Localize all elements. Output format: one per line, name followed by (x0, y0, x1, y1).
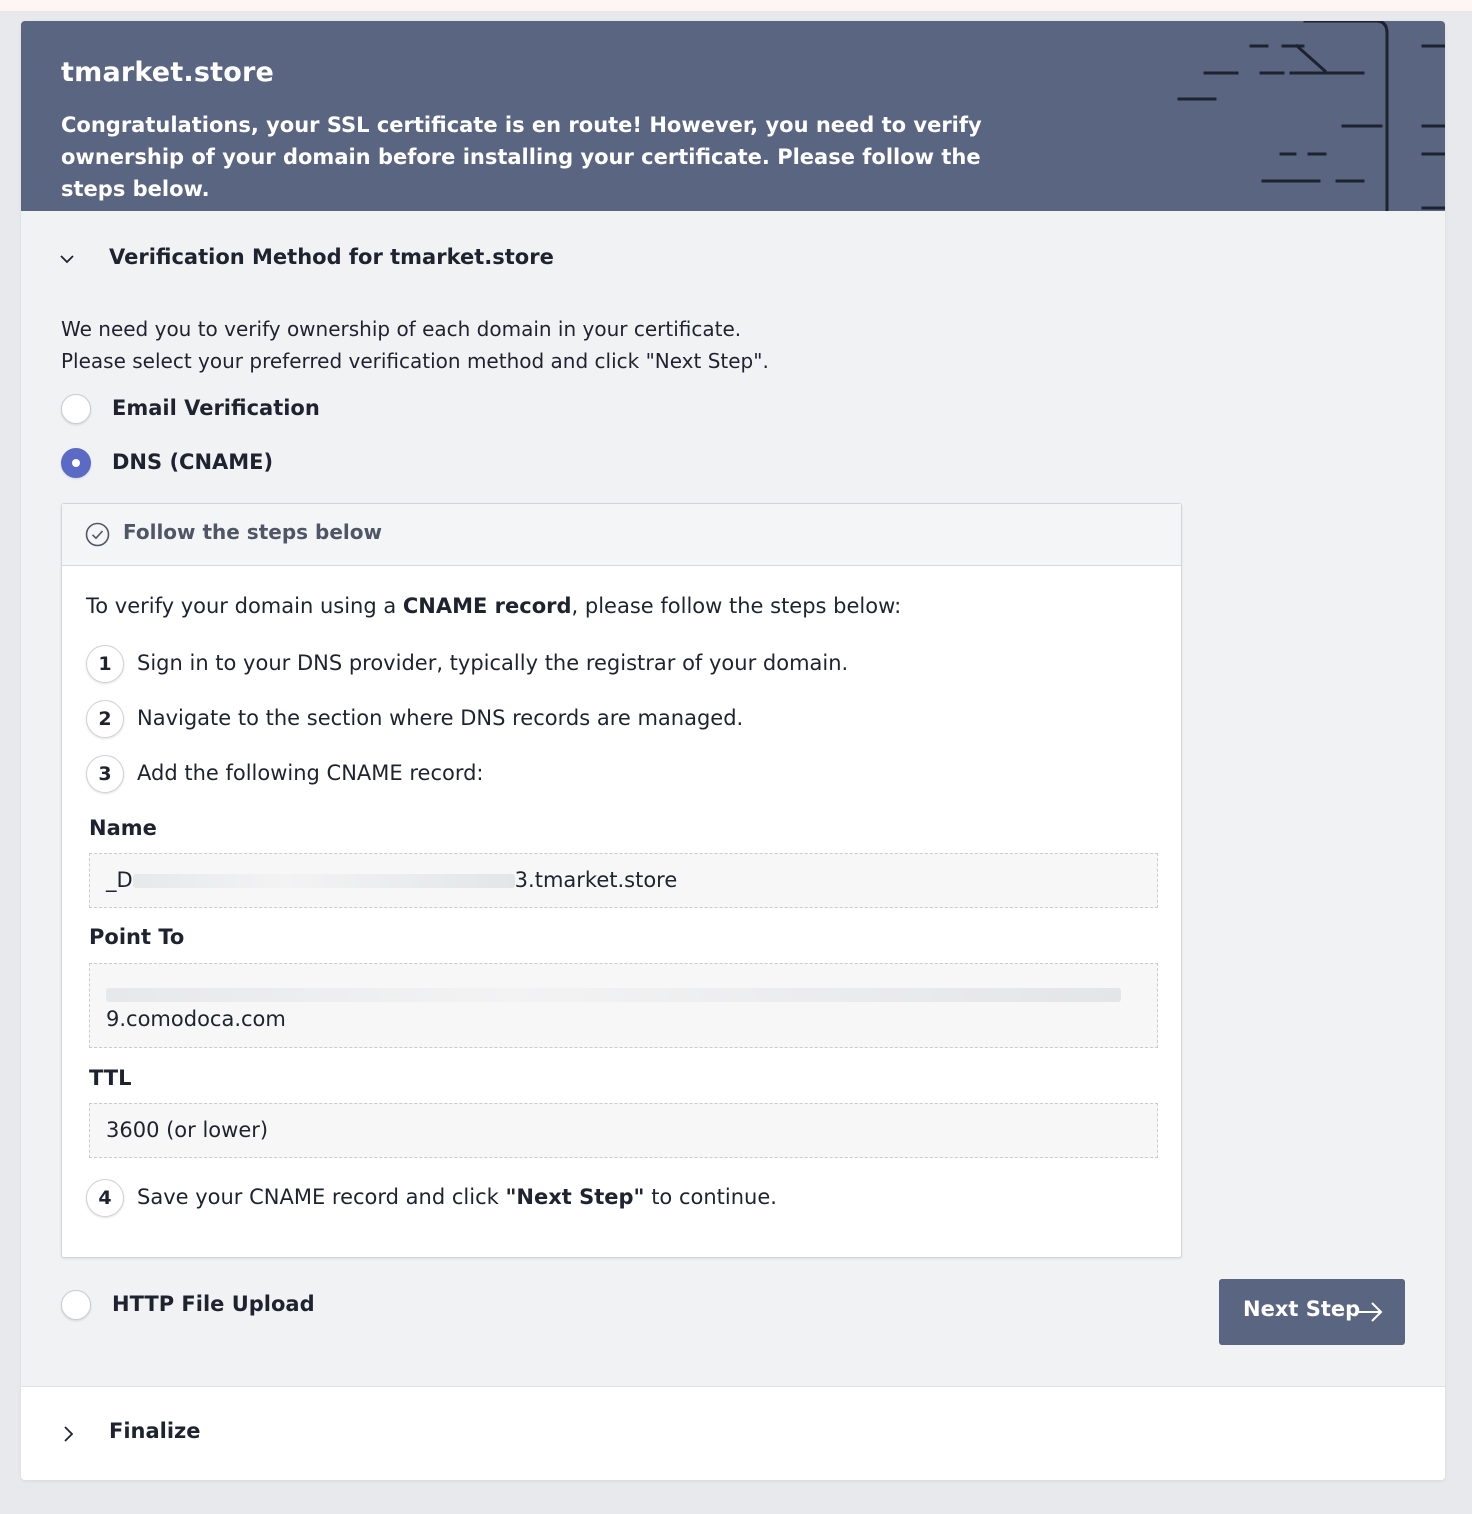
banner-message: Congratulations, your SSL certificate is en route! However, you need to verify ownership of your domain before installing your certificate. Please follow the steps below. (61, 113, 982, 201)
lead-text: , please follow the steps below: (571, 594, 902, 618)
point-to-value-suffix: 9.comodoca.com (106, 1007, 286, 1031)
email-verification-radio[interactable] (61, 394, 91, 424)
redacted-region-wrap (106, 982, 1121, 1006)
finalize-section-header[interactable] (21, 1386, 1445, 1480)
steps-panel-header (62, 504, 1181, 566)
step-text: Sign in to your DNS provider, typically the registrar of your domain. (137, 651, 849, 675)
certificate-card (21, 21, 1445, 1480)
dns-cname-radio[interactable] (61, 448, 91, 478)
intro-line: Please select your preferred verification method and click "Next Step". (61, 349, 769, 373)
step-number: 3 (86, 755, 124, 793)
redacted-region (106, 988, 1121, 1002)
name-field-label: Name (89, 816, 157, 840)
check-circle-icon (85, 522, 110, 547)
lead-emphasis: CNAME record (402, 594, 572, 618)
decorative-lines-icon (1151, 21, 1445, 211)
section-title: Verification Method for tmarket.store (109, 245, 554, 269)
intro-line: We need you to verify ownership of each domain in your certificate. (61, 317, 742, 341)
top-strip (0, 0, 1472, 12)
next-step-label: Next Step (1243, 1297, 1361, 1321)
chevron-down-icon (59, 251, 75, 267)
step-text-part: Save your CNAME record and click (137, 1185, 506, 1209)
chevron-right-icon (61, 1425, 77, 1443)
steps-panel (61, 503, 1182, 1258)
step-number: 2 (86, 700, 124, 738)
ttl-field[interactable]: 3600 (or lower) (89, 1103, 1158, 1158)
ttl-field-label: TTL (89, 1066, 132, 1090)
arrow-right-icon (1357, 1301, 1383, 1323)
steps-panel-title: Follow the steps below (123, 520, 382, 544)
radio-label: HTTP File Upload (112, 1292, 315, 1316)
name-field[interactable] (89, 853, 1158, 908)
name-value-suffix: 3.tmarket.store (514, 868, 678, 892)
step-text-emphasis: "Next Step" (505, 1185, 645, 1209)
point-to-field-label: Point To (89, 925, 185, 949)
verification-intro (61, 313, 769, 377)
step-text: Navigate to the section where DNS records are managed. (137, 706, 744, 730)
radio-label: Email Verification (112, 396, 320, 420)
step-text-part: to continue. (644, 1185, 777, 1209)
verification-section-header[interactable] (21, 235, 1445, 281)
step-text (137, 1185, 777, 1209)
header-banner (21, 21, 1445, 211)
name-value-prefix: _D (106, 868, 133, 892)
lead-text: To verify your domain using a (86, 594, 403, 618)
redacted-region (133, 874, 515, 888)
point-to-field[interactable] (89, 963, 1158, 1048)
step-number: 1 (86, 645, 124, 683)
finalize-title: Finalize (109, 1419, 201, 1443)
step-text: Add the following CNAME record: (137, 761, 484, 785)
step-number: 4 (86, 1179, 124, 1217)
steps-lead (86, 594, 901, 618)
next-step-button[interactable] (1219, 1279, 1405, 1345)
http-file-upload-radio[interactable] (61, 1290, 91, 1320)
domain-title: tmarket.store (61, 57, 275, 88)
radio-label: DNS (CNAME) (112, 450, 274, 474)
